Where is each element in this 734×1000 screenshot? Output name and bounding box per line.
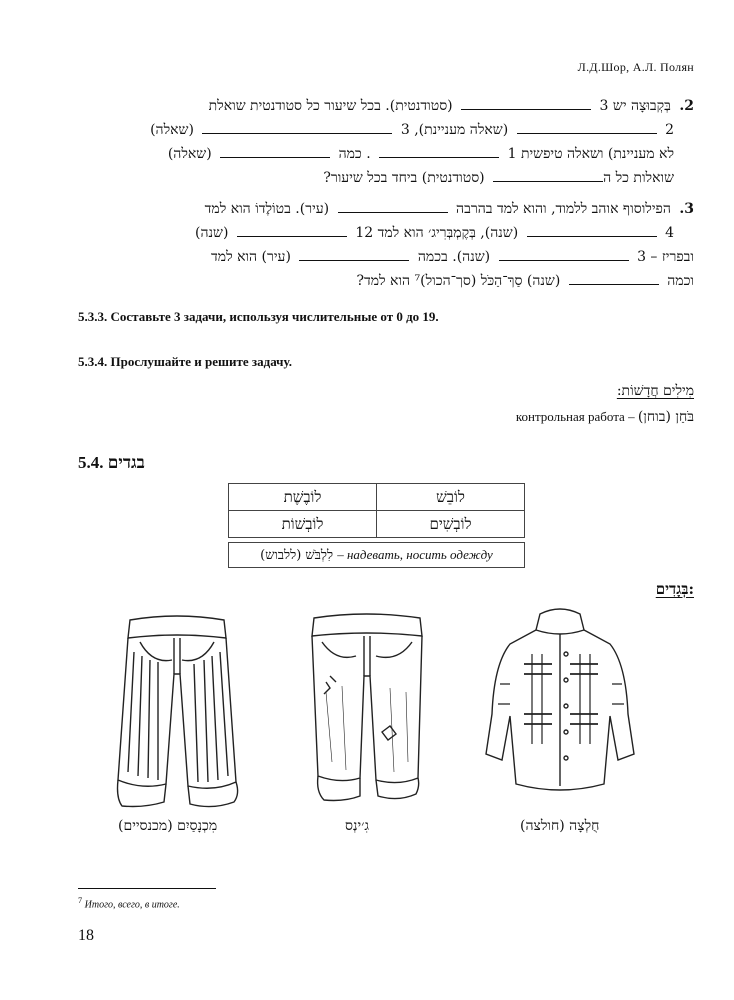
answer-blank[interactable] [202, 119, 392, 134]
answer-blank[interactable] [517, 119, 657, 134]
verb-infinitive: לִלְבֹּשׁ (ללבוש) [260, 548, 334, 563]
verb-forms-table [228, 483, 525, 538]
exercise-3-line-3 [78, 245, 694, 269]
page-number: 18 [78, 927, 94, 944]
text-fragment: (שאלה) [167, 146, 212, 162]
text-fragment: (שנה), בְּקֶמְבְּרִיג׳ הוא למד 12 [355, 225, 519, 241]
text-fragment: (עיר) הוא למד [211, 249, 291, 265]
answer-blank[interactable] [299, 246, 409, 261]
vocab-item [516, 409, 694, 426]
answer-blank[interactable] [527, 222, 657, 237]
answer-blank[interactable] [237, 222, 347, 237]
text-fragment: וכמה [667, 273, 694, 289]
footnote-mark: 7 [78, 896, 83, 905]
table-cell: לוֹבְשִׁים [377, 511, 525, 538]
table-cell: לוֹבְשׁוֹת [229, 511, 377, 538]
text-fragment: (שאלה) [150, 122, 194, 138]
section-number: 5.4. [78, 453, 104, 472]
exercise-2-line-4 [78, 166, 694, 190]
text-fragment: (שנה) [194, 225, 229, 241]
caption-shirt: חֻלְצָה (חולצה) [520, 818, 600, 834]
exercise-2-line-2 [78, 118, 694, 142]
text-fragment: לא מעניינת) ושאלה טיפשית 1 [507, 146, 674, 162]
answer-blank[interactable] [461, 95, 591, 110]
text-fragment: ובפריז – 3 [637, 249, 694, 265]
answer-blank[interactable] [493, 167, 603, 182]
exercise-3-line-2 [78, 221, 694, 245]
text-fragment: (עיר). בטוֹלֶדוֹ הוא למד [204, 201, 330, 217]
exercise-2-line-3 [78, 142, 694, 166]
table-cell: לוֹבֶשֶׁת [229, 484, 377, 511]
table-cell: לוֹבֵשׁ [377, 484, 525, 511]
shirt-illustration [480, 604, 640, 804]
verb-definition-box [228, 542, 525, 568]
caption-jeans: גִ׳ינְס [345, 818, 370, 834]
jeans-illustration [300, 612, 435, 807]
text-fragment: הפילוסוף אוהב ללמוד, והוא למד בהרבה [456, 201, 671, 217]
exercise-number: 2. [679, 98, 694, 114]
footnote-rule [78, 888, 216, 889]
vocab-translation: контрольная работа – [515, 409, 635, 424]
caption-trousers: מִכְנָסַיִם (מכנסיים) [118, 818, 218, 834]
running-head: Л.Д.Шор, А.Л. Полян [577, 60, 694, 74]
new-words-heading: מִילִים חֲדָשׁוֹת: [616, 383, 694, 399]
text-fragment: 4 [665, 225, 674, 241]
text-fragment: (סטודנטית) ביחד בכל שיעור? [323, 170, 485, 186]
text-fragment: (סטודנטית). בכל שיעור כל סטודנטית שואלת [208, 98, 453, 114]
text-fragment: (שאלה מעניינת), 3 [400, 122, 509, 138]
text-fragment: 2 [665, 122, 674, 138]
exercise-3-line-4 [78, 269, 694, 293]
table-row [229, 511, 525, 538]
text-fragment: . כמה [338, 146, 371, 162]
footnote-text: Итого, всего, в итоге. [84, 899, 180, 911]
exercise-3-line-1 [78, 197, 694, 221]
answer-blank[interactable] [338, 198, 448, 213]
text-fragment: בְּקְבוּצָה יש 3 [599, 98, 671, 114]
footnote [78, 896, 180, 910]
text-fragment: שואלות כל ה [603, 170, 674, 186]
section-name: בגדים [107, 453, 145, 473]
clothes-heading: בְּגָדִים: [655, 580, 694, 598]
exercise-2 [78, 94, 694, 190]
vocab-word: בֹּחַן (בוחן) [637, 409, 694, 425]
task-5-3-4: 5.3.4. Прослушайте и решите задачу. [78, 354, 292, 369]
task-5-3-3: 5.3.3. Составьте 3 задачи, используя числительные от 0 до 19. [78, 309, 439, 324]
exercise-2-line-1 [78, 94, 694, 118]
exercise-number: 3. [679, 201, 694, 217]
section-title [78, 453, 145, 473]
table-row [229, 484, 525, 511]
trousers-illustration [112, 612, 242, 812]
answer-blank[interactable] [220, 143, 330, 158]
answer-blank[interactable] [569, 270, 659, 285]
answer-blank[interactable] [379, 143, 499, 158]
exercise-3 [78, 197, 694, 293]
answer-blank[interactable] [499, 246, 629, 261]
text-fragment: (שנה). בכמה [417, 249, 491, 265]
verb-meaning: – надевать, носить одежду [337, 547, 493, 562]
text-fragment: (שנה) סַךְ־הַכֹּל (סך־הכול)⁷ הוא למד? [356, 273, 561, 289]
